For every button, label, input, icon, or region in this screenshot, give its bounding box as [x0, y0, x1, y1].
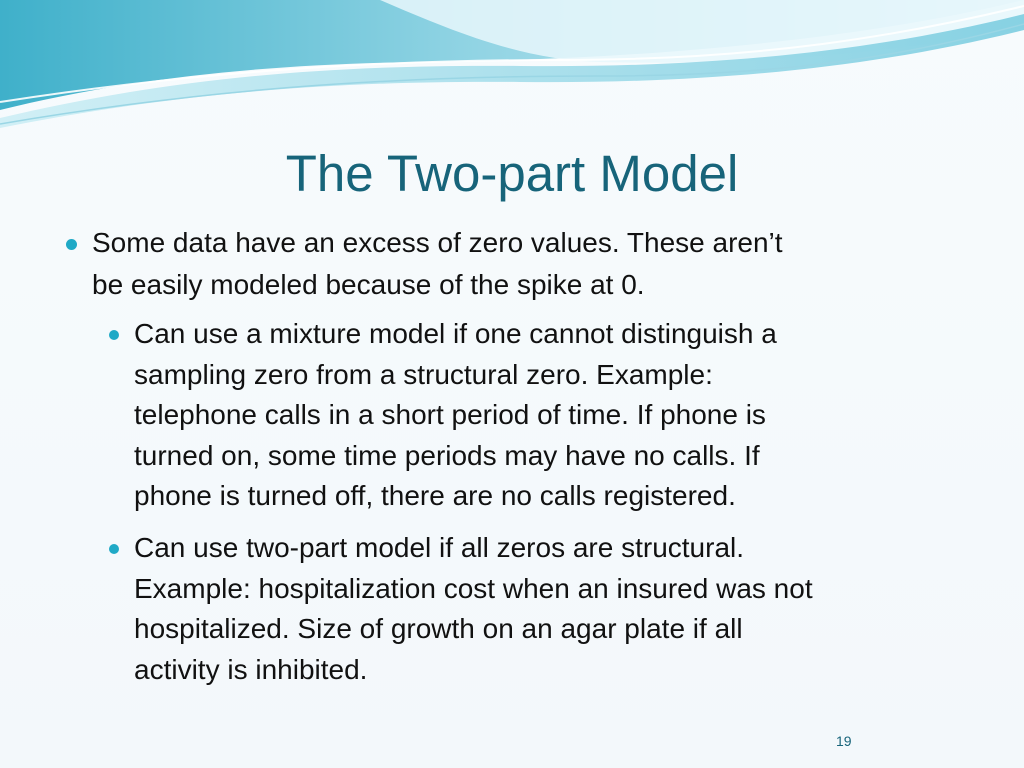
page-number: 19 — [836, 733, 852, 749]
sub-bullet-text-line: sampling zero from a structural zero. Example: — [134, 358, 713, 390]
sub-bullet-dot-icon — [109, 544, 119, 554]
sub-bullet-item — [134, 314, 994, 517]
sub-bullet-text-line: Can use a mixture model if one cannot distinguish a — [134, 318, 777, 349]
bullet-text-line: be easily modeled because of the spike at 0. — [92, 269, 645, 300]
sub-bullet-text-line: Example: hospitalization cost when an insured was not — [134, 572, 813, 604]
sub-bullet-text-line: turned on, some time periods may have no calls. If — [134, 439, 760, 471]
sub-bullet-text-line: Can use two-part model if all zeros are structural. — [134, 532, 745, 563]
sub-bullet-text-line: telephone calls in a short period of time. If phone is — [134, 399, 766, 430]
bullet-dot-icon — [66, 239, 77, 250]
slide-title: The Two-part Model — [285, 145, 739, 202]
bullet-item — [92, 222, 992, 306]
sub-bullet-text-line: phone is turned off, there are no calls registered. — [134, 480, 736, 511]
sub-bullet-item — [134, 528, 994, 690]
sub-bullet-text-line: activity is inhibited. — [134, 653, 368, 685]
sub-bullet-text-line: hospitalized. Size of growth on an agar plate if all — [134, 613, 743, 644]
bullet-text-line: Some data have an excess of zero values. These aren’t — [92, 227, 783, 258]
sub-bullet-dot-icon — [109, 330, 119, 340]
